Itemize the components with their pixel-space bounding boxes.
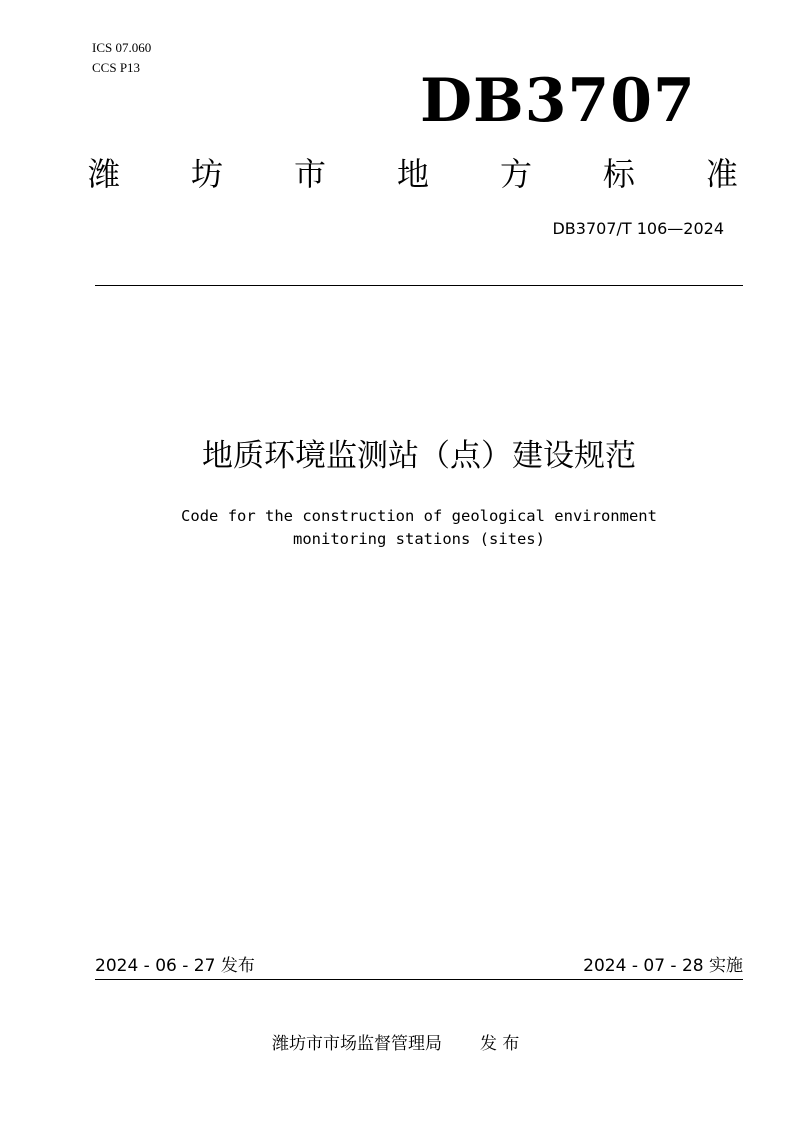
bottom-divider	[95, 979, 743, 980]
title-chinese: 地质环境监测站（点）建设规范	[202, 438, 636, 474]
top-divider	[95, 285, 743, 286]
issuer-organization: 潍坊市市场监督管理局	[272, 1034, 442, 1054]
ics-code: ICS 07.060	[92, 40, 152, 55]
implementation-date: 2024 - 07 - 28 实施	[583, 956, 743, 976]
title-english-line: monitoring stations (sites)	[293, 530, 545, 548]
issue-date: 2024 - 06 - 27 发布	[95, 956, 255, 976]
issuer	[272, 1032, 519, 1056]
issuer-action: 发 布	[480, 1034, 520, 1054]
standard-type-char: 市	[293, 155, 326, 193]
standard-type-char: 潍	[88, 155, 121, 193]
standard-type-char: 方	[499, 155, 532, 193]
standard-type-char: 地	[396, 155, 429, 193]
standard-type-heading	[88, 152, 738, 196]
title-english	[0, 505, 800, 551]
standard-type-char: 标	[602, 155, 635, 193]
db-logo: DB3707	[420, 66, 696, 136]
title-english-line: Code for the construction of geological environment	[181, 507, 657, 525]
standard-number: DB3707/T 106—2024	[552, 219, 724, 238]
classification-codes	[92, 38, 151, 78]
ccs-code: CCS P13	[92, 60, 141, 75]
standard-type-char: 准	[705, 155, 738, 193]
standard-type-char: 坊	[190, 155, 223, 193]
